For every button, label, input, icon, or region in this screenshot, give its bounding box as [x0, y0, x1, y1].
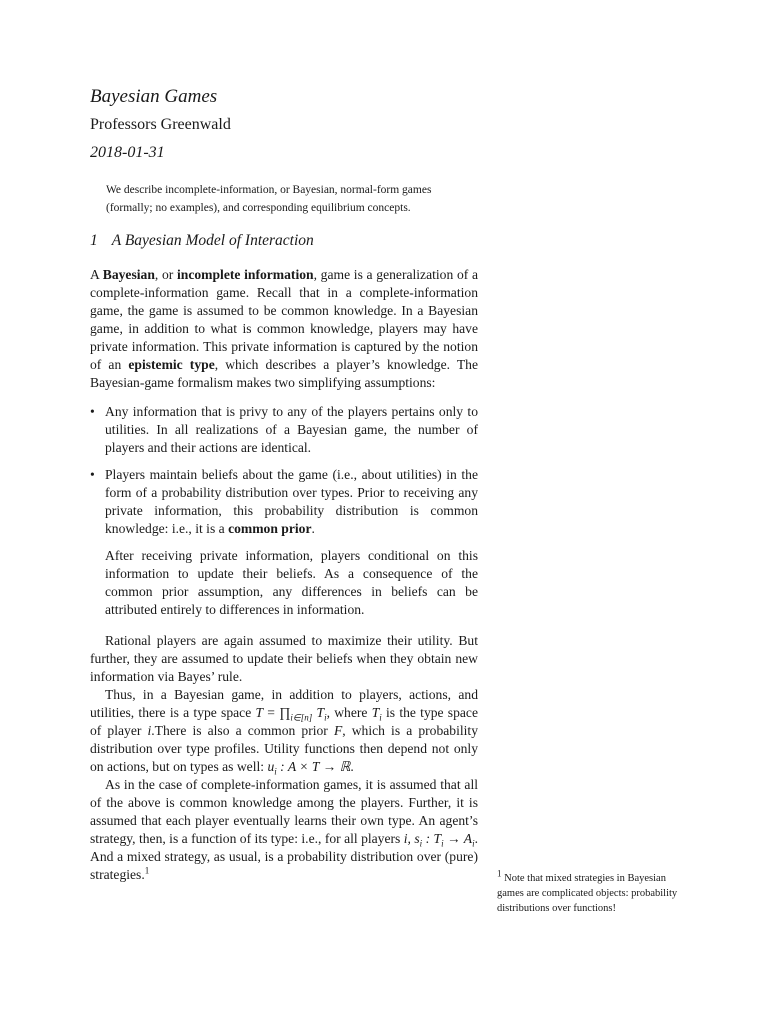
term-incomplete-information: incomplete information [177, 267, 314, 282]
text-run: , or [154, 267, 177, 282]
math-symbol: → A [443, 831, 473, 846]
math-symbol: T [371, 705, 380, 720]
math-subscript: i∈[n] [290, 712, 313, 723]
text-run: Thus, in a Bayesian game, in addition to players, actions, and utilities, there is a type space [90, 687, 478, 720]
paragraph-strategies [90, 776, 478, 884]
math-symbol: : A × T → ℝ [276, 759, 351, 774]
sidenote-marker: 1 [497, 868, 502, 879]
text-run: . [350, 759, 354, 774]
section-number: 1 [90, 232, 98, 249]
document-title: Bayesian Games [90, 86, 218, 107]
text-run: . And a mixed strategy, as usual, is a probability distribution over (pure) strategies. [90, 831, 478, 882]
term-bayesian: Bayesian [102, 267, 155, 282]
abstract: We describe incomplete-information, or Bayesian, normal-form games (formally; no examples), and corresponding equilibrium concepts. [106, 184, 432, 214]
term-epistemic-type: epistemic type [128, 357, 215, 372]
text-run: , which is a probability distribution over type profiles. Utility functions then depend not only on actions, but on types as well: [90, 723, 479, 774]
assumption-list [90, 403, 478, 619]
sidenote-text: Note that mixed strategies in Bayesian games are complicated objects: probability distributions over functions! [497, 873, 678, 914]
paragraph-type-space [90, 686, 478, 776]
text-run: , which describes a player’s knowledge. The Bayesian-game formalism makes two simplifying assumptions: [90, 357, 479, 390]
math-subscript: i [419, 838, 423, 849]
sidenote [497, 868, 693, 916]
text-run: , where [326, 705, 372, 720]
math-symbol: u [267, 759, 275, 774]
text-run: As in the case of complete-information games, it is assumed that all of the above is common knowledge among the players. Further, it is assumed that each player eventually learns their own type. An agent’s strategy, then, is a function of its type: i.e., for all players [90, 777, 478, 846]
math-symbol: F [333, 723, 343, 738]
math-subscript: i [472, 838, 475, 849]
math-symbol: T [255, 705, 264, 720]
math-symbol: i, s [403, 831, 420, 846]
paragraph-intro [90, 266, 478, 392]
math-subscript: i [274, 766, 277, 777]
text-run: Players maintain beliefs about the game (i.e., about utilities) in the form of a probability distribution over types. Prior to receiving any private information, this probability distribution is common knowledge: i.e., it is a [105, 467, 478, 536]
body-text [90, 266, 478, 884]
math-symbol: i [147, 723, 152, 738]
section-heading [90, 232, 314, 250]
math-subscript: i [324, 712, 327, 723]
list-item [90, 466, 478, 619]
term-common-prior: common prior [228, 521, 312, 536]
text-run: .There is also a common prior [151, 723, 334, 738]
text-run: A [90, 267, 103, 282]
paragraph-rational-players: Rational players are again assumed to maximize their utility. But further, they are assumed to update their beliefs when they obtain new information via Bayes’ rule. [90, 633, 478, 684]
footnote-marker: 1 [144, 865, 150, 876]
text-run: . [311, 521, 315, 536]
math-subscript: i [379, 712, 382, 723]
bullet-text [105, 466, 478, 538]
section-title: A Bayesian Model of Interaction [111, 232, 314, 249]
math-symbol: : T [422, 831, 442, 846]
document-date: 2018-01-31 [90, 144, 165, 161]
text-run: is the type space of player [90, 705, 478, 738]
math-symbol: = ∏ [263, 705, 291, 720]
math-subscript: i [441, 838, 444, 849]
math-symbol: T [312, 705, 325, 720]
bullet-text: • Any information that is privy to any of the players pertains only to utilities. In all realizations of a Bayesian game, the number of players and their actions are identical. [105, 404, 478, 455]
bullet-continuation: After receiving private information, players conditional on this information to update their beliefs. As a consequence of the common prior assumption, any differences in beliefs can be attributed entirely to differences in information. [105, 548, 478, 617]
text-run: , game is a generalization of a complete-information game. Recall that in a complete-information game, the game is assumed to be common knowledge. In a Bayesian game, in addition to what is common knowledge, players may have private information. This private information is captured by the notion of an [90, 267, 479, 372]
document-author: Professors Greenwald [90, 116, 231, 133]
list-item [90, 403, 478, 457]
